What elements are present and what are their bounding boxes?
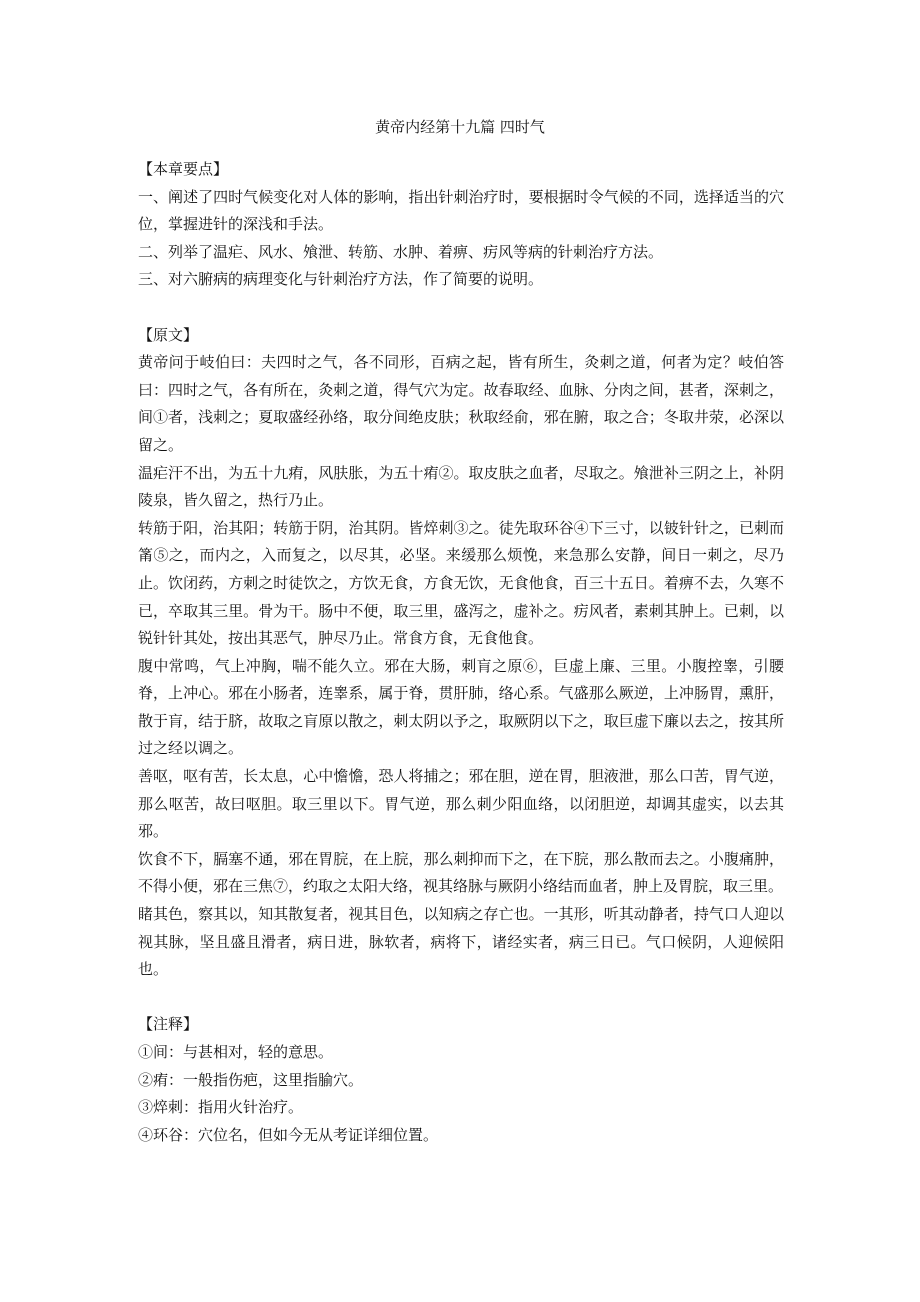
key-points-section xyxy=(138,156,784,294)
original-paragraph: 黄帝问于岐伯曰：夫四时之气，各不同形，百病之起，皆有所生，灸刺之道，何者为定？岐伯答曰：四时之气，各有所在，灸刺之道，得气穴为定。故春取经、血脉、分肉之间，甚者，深刺之，间①者，浅刺之；夏取盛经孙络，取分间绝皮肤；秋取经俞，邪在腑，取之合；冬取井荥，必深以留之。 xyxy=(138,353,784,454)
original-paragraph: 转筋于阳，治其阳；转筋于阴，治其阴。皆焠刺③之。徒先取环谷④下三寸，以铍针针之，已刺而筩⑤之，而内之，入而复之，以尽其，必坚。来缓那么烦悗，来急那么安静，间日一刺之，尽乃止。饮闭药，方刺之时徒饮之，方饮无食，方食无饮，无食他食，百三十五日。着痹不去，久寒不已，卒取其三里。骨为干。肠中不便，取三里，盛泻之，虚补之。疠风者，素刺其肿上。已刺，以锐针针其处，按出其恶气，肿尽乃止。常食方食，无食他食。 xyxy=(138,518,784,648)
key-point-item: 二、列举了温疟、风水、飧泄、转筋、水肿、着痹、疠风等病的针刺治疗方法。 xyxy=(138,242,664,261)
annotation-item: ④环谷：穴位名，但如今无从考证详细位置。 xyxy=(138,1125,439,1144)
original-paragraph: 善呕，呕有苦，长太息，心中憺憺，恐人将捕之；邪在胆，逆在胃，胆液泄，那么口苦，胃气逆，那么呕苦，故曰呕胆。取三里以下。胃气逆，那么刺少阳血络，以闭胆逆，却调其虚实，以去其邪。 xyxy=(138,767,784,841)
original-text-heading: 【原文】 xyxy=(138,325,199,344)
annotations-section xyxy=(138,1011,784,1149)
annotation-item: ③焠刺：指用火针治疗。 xyxy=(138,1098,304,1117)
key-points-heading: 【本章要点】 xyxy=(138,160,229,178)
original-paragraph: 腹中常鸣，气上冲胸，喘不能久立。邪在大肠，刺肓之原⑥，巨虚上廉、三里。小腹控睾，引腰脊，上冲心。邪在小肠者，连睾系，属于脊，贯肝肺，络心系。气盛那么厥逆，上冲肠胃，熏肝，散于肓，结于脐，故取之肓原以散之，刺太阴以予之，取厥阴以下之，取巨虚下廉以去之，按其所过之经以调之。 xyxy=(138,656,784,758)
original-paragraph: 饮食不下，膈塞不通，邪在胃脘，在上脘，那么刺抑而下之，在下脘，那么散而去之。小腹痛肿，不得小便，邪在三焦⑦，约取之太阳大络，视其络脉与厥阴小络结而血者，肿上及胃脘，取三里。 xyxy=(138,849,784,896)
annotation-item: ②痏：一般指伤疤，这里指腧穴。 xyxy=(138,1070,364,1089)
annotation-item: ①间：与甚相对，轻的意思。 xyxy=(138,1043,334,1061)
original-paragraph: 温疟汗不出，为五十九痏，风肤胀，为五十痏②。取皮肤之血者，尽取之。飧泄补三阴之上，补阴陵泉，皆久留之，热行乃止。 xyxy=(138,463,784,510)
annotations-heading: 【注释】 xyxy=(138,1015,199,1034)
original-text-section xyxy=(138,322,784,984)
original-paragraph: 睹其色，察其以，知其散复者，视其目色，以知病之存亡也。一其形，听其动静者，持气口人迎以视其脉，坚且盛且滑者，病日进，脉软者，病将下，诸经实者，病三日已。气口候阴，人迎候阳也。 xyxy=(138,905,784,979)
section-spacer xyxy=(138,984,784,1012)
key-point-item: 三、对六腑病的病理变化与针刺治疗方法，作了简要的说明。 xyxy=(138,270,544,289)
document-body xyxy=(138,156,784,1149)
document-title: 黄帝内经第十九篇 四时气 xyxy=(375,118,545,136)
key-point-item: 一、阐述了四时气候变化对人体的影响，指出针刺治疗时，要根据时令气候的不同，选择适当的穴位，掌握进针的深浅和手法。 xyxy=(138,187,784,234)
section-spacer xyxy=(138,294,784,322)
